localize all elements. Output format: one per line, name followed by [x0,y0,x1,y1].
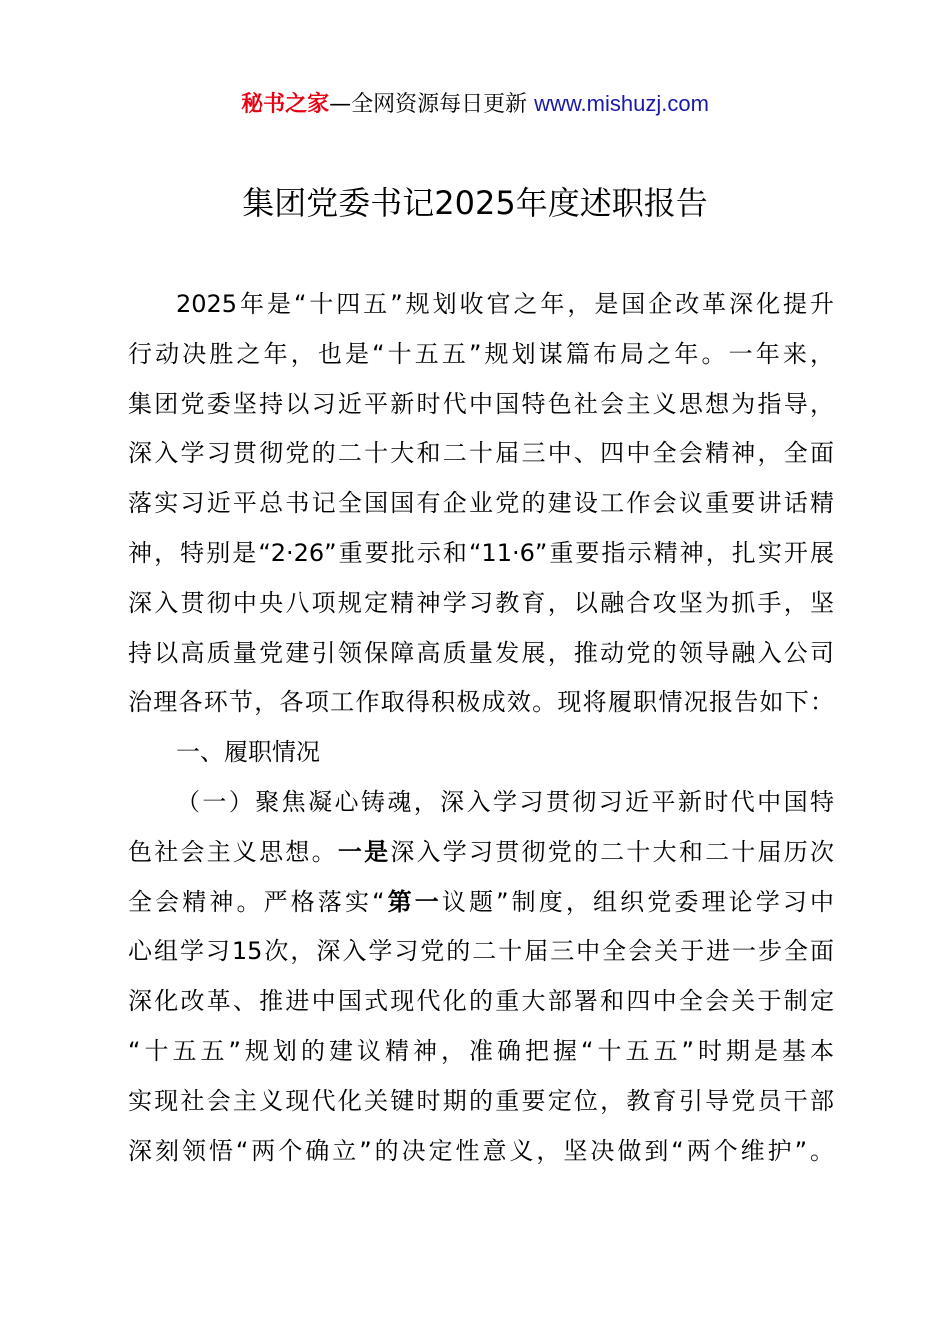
bold-keyword: 第一 [384,887,442,916]
text-line [128,828,834,878]
text-segment: 议题”制度，组织党委理论学习中 [441,887,835,916]
text-line: 集团党委坚持以习近平新时代中国特色社会主义思想为指导， [128,389,834,418]
subsection-heading-line: （一）聚焦凝心铸魂，深入学习贯彻习近平新时代中国特 [176,787,834,816]
text-line: 神，特别是“2·26”重要批示和“11·6”重要指示精神，扎实开展 [128,538,834,567]
document-body [128,280,834,1176]
text-line: 深入学习贯彻党的二十大和二十届三中、四中全会精神，全面 [128,439,834,468]
text-line: 2025年是“十四五”规划收官之年，是国企改革深化提升 [176,290,834,318]
text-line: 治理各环节，各项工作取得积极成效。现将履职情况报告如下： [128,688,834,717]
text-segment: 深入学习贯彻党的二十大和二十届历次 [390,837,835,866]
text-line: 行动决胜之年，也是“十五五”规划谋篇布局之年。一年来， [128,339,834,368]
text-line: “十五五”规划的建议精神，准确把握“十五五”时期是基本 [128,1036,834,1065]
text-segment: 全会精神。严格落实“ [128,887,385,916]
text-line [128,878,834,928]
subsection-paragraph [128,778,834,1176]
section-heading: 一、履职情况 [176,738,320,767]
text-line: 深刻领悟“两个确立”的决定性意义，坚决做到“两个维护”。 [128,1136,834,1165]
bold-keyword: 一是 [337,837,391,866]
text-line: 实现社会主义现代化关键时期的重要定位，教育引导党员干部 [128,1086,834,1115]
site-header [0,88,950,121]
text-line: 心组学习15次，深入学习党的二十届三中全会关于进一步全面 [128,937,834,966]
site-brand: 秘书之家 [241,92,330,117]
text-line: 深入贯彻中央八项规定精神学习教育，以融合攻坚为抓手，坚 [128,588,834,617]
site-slogan: —全网资源每日更新 [329,92,535,117]
text-line: 持以高质量党建引领保障高质量发展，推动党的领导融入公司 [128,638,834,667]
text-segment: 色社会主义思想。 [128,837,338,866]
intro-paragraph [128,280,834,728]
document-title: 集团党委书记2025年度述职报告 [242,184,708,222]
site-url-link[interactable]: www.mishuzj.com [534,91,709,116]
text-line: 深化改革、推进中国式现代化的重大部署和四中全会关于制定 [128,987,834,1016]
text-line: 落实习近平总书记全国国有企业党的建设工作会议重要讲话精 [128,489,834,518]
